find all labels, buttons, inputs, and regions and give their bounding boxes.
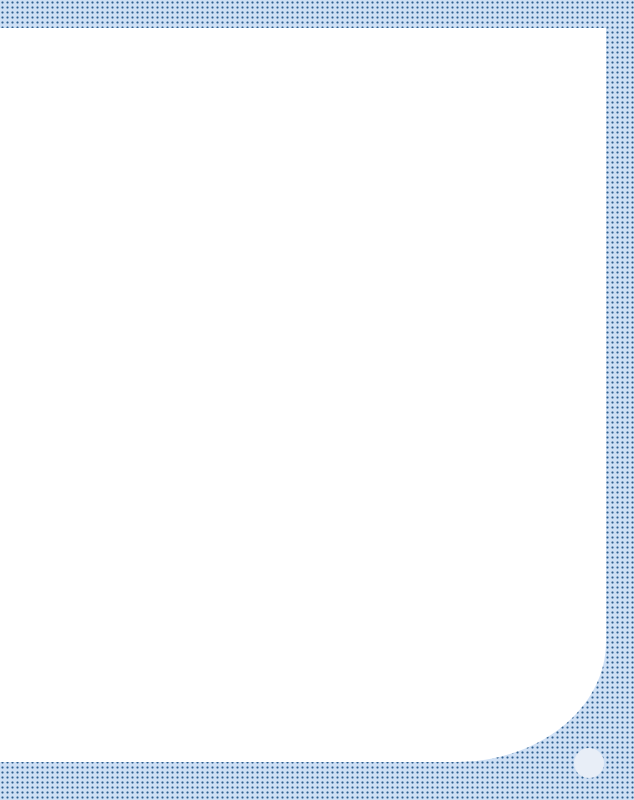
page-curve [420,560,606,762]
page-number-badge [574,748,604,778]
